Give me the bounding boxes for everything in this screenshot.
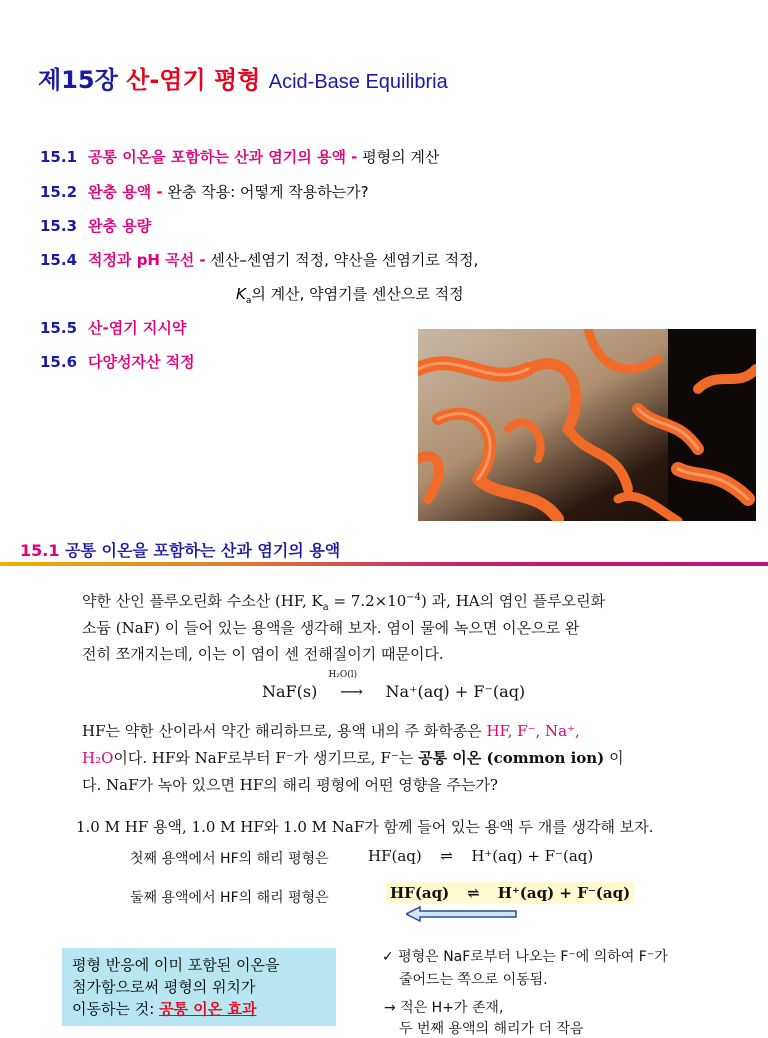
- toc-rest: 센산–센염기 적정, 약산을 센염기로 적정,: [210, 251, 479, 269]
- toc-heading: 적정과 pH 곡선 -: [88, 251, 206, 269]
- equilibrium-arrow-icon: ⇌: [467, 884, 480, 902]
- toc-num: 15.2: [40, 183, 78, 201]
- section-title: 공통 이온을 포함하는 산과 염기의 용액: [65, 541, 341, 560]
- toc-item-15-6: [40, 351, 195, 372]
- shift-left-arrow-icon: [406, 906, 518, 922]
- eq-right: H⁺(aq) + F⁻(aq): [471, 847, 594, 865]
- coral-photo: [418, 329, 756, 521]
- box-line: 평형 반응에 이미 포함된 이온을: [72, 956, 280, 974]
- toc-num: 15.6: [40, 353, 78, 371]
- toc-heading: 공통 이온을 포함하는 산과 염기의 용액 -: [88, 148, 358, 166]
- section-num: 15.1: [20, 541, 60, 560]
- toc-heading: 완충 용액 -: [88, 183, 163, 201]
- para2-line3: 다. NaF가 녹아 있으면 HF의 해리 평형에 어떤 영향을 주는가?: [82, 776, 498, 794]
- toc-item-15-2: [40, 181, 369, 202]
- ka-subscript: a: [245, 296, 252, 306]
- text: 이다. HF와 NaF로부터 F⁻가 생기므로, F⁻는: [113, 749, 414, 767]
- superscript: −4: [406, 592, 422, 603]
- eq3-label: 둘째 용액에서 HF의 해리 평형은: [130, 890, 329, 906]
- para1-line3: 전히 쪼개지는데, 이는 이 염이 센 전해질이기 때문이다.: [82, 645, 444, 663]
- section-divider: [0, 562, 768, 566]
- eq2-label: 첫째 용액에서 HF의 해리 평형은: [130, 851, 329, 867]
- para1-line2: 소듐 (NaF) 이 들어 있는 용액을 생각해 보자. 염이 물에 녹으면 이온으로 완: [82, 619, 580, 637]
- eq-left: HF(aq): [368, 847, 422, 865]
- subscript: a: [322, 602, 329, 613]
- toc-item-15-3: [40, 215, 151, 236]
- chapter-english: Acid-Base Equilibria: [268, 71, 448, 93]
- para3: 1.0 M HF 용액, 1.0 M HF와 1.0 M NaF가 함께 들어 있는 용액 두 개를 생각해 보자.: [76, 818, 654, 836]
- eq-right: H⁺(aq) + F⁻(aq): [497, 884, 631, 902]
- note-line2: 줄어드는 쪽으로 이동됨.: [399, 972, 548, 988]
- eq-left: NaF(s): [262, 682, 318, 701]
- para2-line2: [82, 747, 624, 768]
- toc-num: 15.5: [40, 319, 78, 337]
- text: = 7.2×10: [328, 592, 407, 610]
- text: 이: [609, 749, 624, 767]
- water-species: H₂O: [82, 749, 114, 767]
- eq2-formula: [368, 847, 593, 865]
- eq-right: Na⁺(aq) + F⁻(aq): [385, 682, 526, 701]
- toc-num: 15.4: [40, 251, 78, 269]
- equation-naf: [262, 670, 526, 701]
- toc-heading: 다양성자산 적정: [88, 353, 195, 371]
- species-list: HF, F⁻, Na⁺,: [486, 722, 580, 740]
- common-ion-term: 공통 이온 (common ion): [418, 749, 605, 767]
- arrow-icon: ⟶: [339, 682, 363, 701]
- toc-rest: 의 계산, 약염기를 센산으로 적정: [251, 285, 464, 303]
- toc-item-15-1: [40, 146, 439, 167]
- arrow-label: H₂O(l): [328, 670, 358, 680]
- eq3-formula: [386, 882, 634, 904]
- text: 이동하는 것:: [72, 1000, 155, 1018]
- box-line: [72, 998, 256, 1019]
- note-line3: → 적은 H+가 존재,: [384, 1000, 504, 1016]
- para2-line1: [82, 720, 580, 741]
- text: ) 과, HA의 염인 플루오린화: [421, 592, 606, 610]
- common-ion-effect-box: [62, 948, 336, 1026]
- text: HF는 약한 산이라서 약간 해리하므로, 용액 내의 주 화학종은: [82, 722, 482, 740]
- chapter-topic: 산-염기 평형: [126, 66, 261, 94]
- toc-num: 15.3: [40, 217, 78, 235]
- text: 약한 산인 플루오린화 수소산 (HF, K: [82, 592, 323, 610]
- reaction-arrow: [322, 670, 380, 701]
- ka-symbol: K: [236, 285, 246, 303]
- page-title: [38, 60, 448, 95]
- toc-num: 15.1: [40, 148, 78, 166]
- note-line4: 두 번째 용액의 해리가 더 작음: [399, 1021, 584, 1037]
- toc-rest: 완충 작용: 어떻게 작용하는가?: [167, 183, 369, 201]
- section-heading: [20, 538, 340, 561]
- toc-item-15-5: [40, 317, 186, 338]
- toc-item-15-4-cont: [236, 283, 464, 306]
- equilibrium-arrow-icon: ⇌: [440, 847, 453, 865]
- para1-line1: [82, 590, 605, 613]
- toc-heading: 산-염기 지시약: [88, 319, 187, 337]
- toc-item-15-4: [40, 249, 478, 270]
- chapter-label: 제15장: [38, 66, 118, 94]
- toc-rest: 평형의 계산: [362, 148, 440, 166]
- common-ion-effect-term: 공통 이온 효과: [159, 1000, 257, 1018]
- note-line1: ✓ 평형은 NaF로부터 나오는 F⁻에 의하여 F⁻가: [382, 949, 668, 965]
- toc-heading: 완충 용량: [88, 217, 152, 235]
- box-line: 첨가함으로써 평형의 위치가: [72, 978, 256, 996]
- eq-left: HF(aq): [390, 884, 450, 902]
